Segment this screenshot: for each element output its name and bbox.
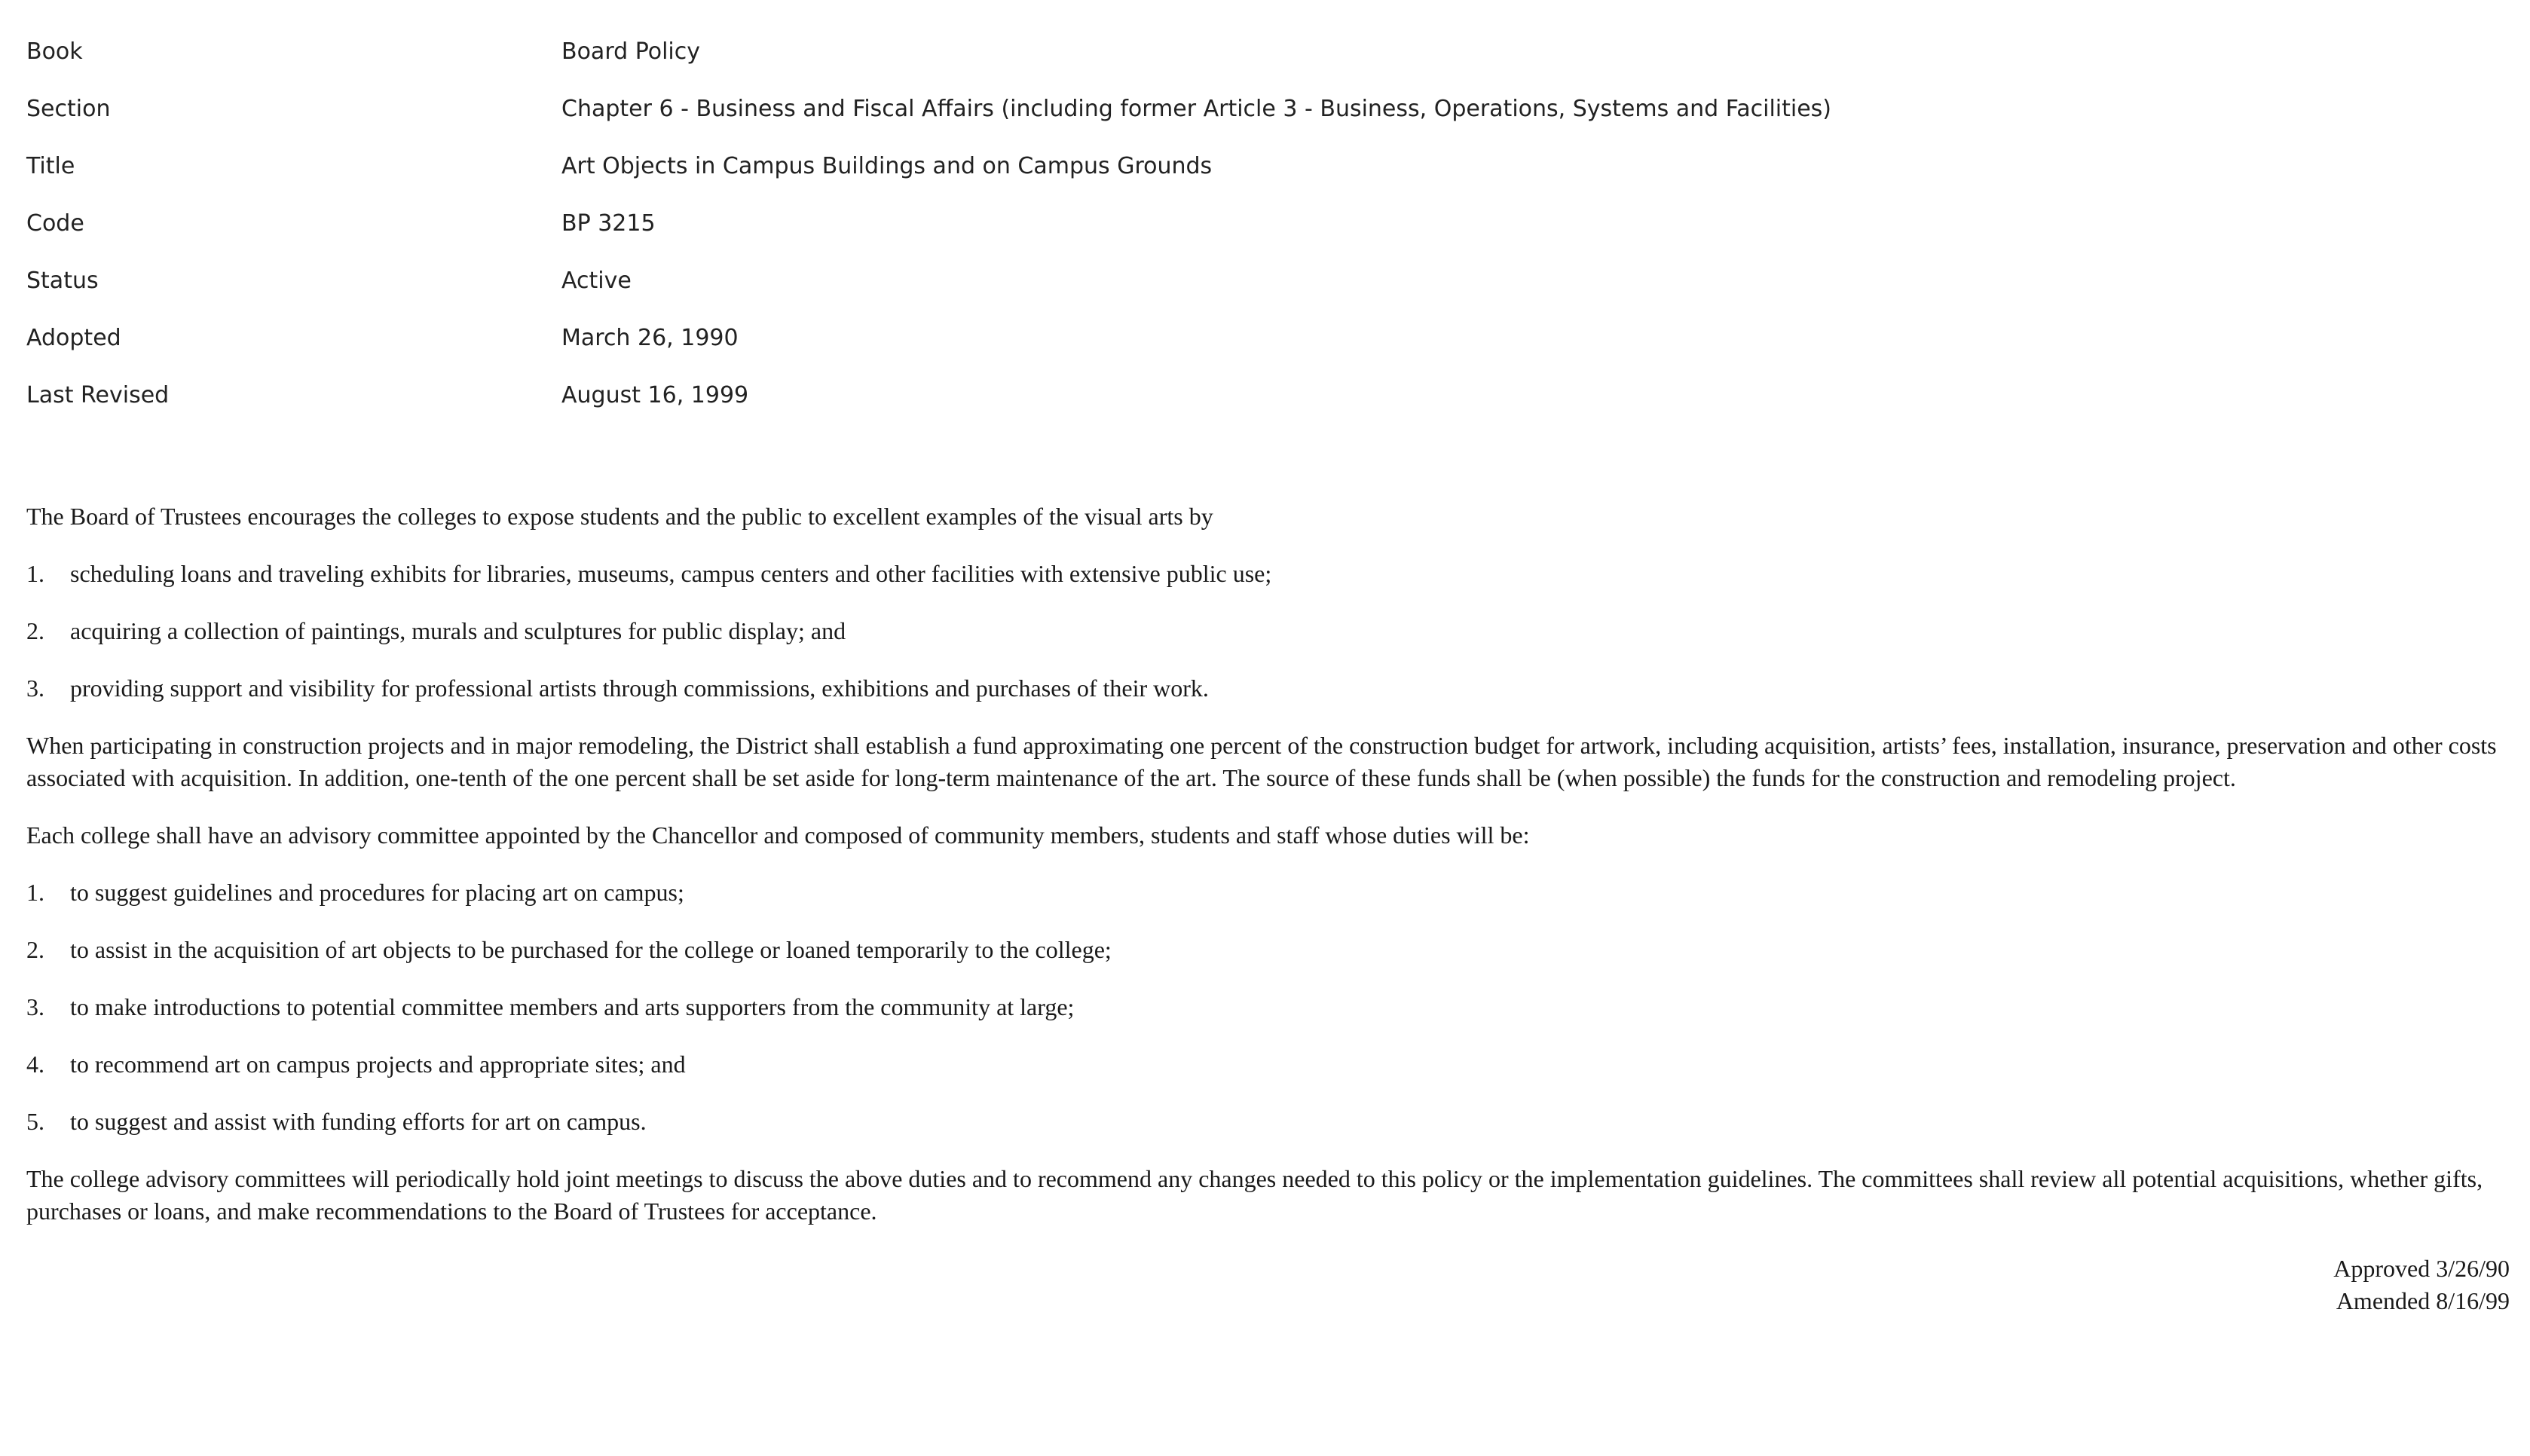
list-number: 2. [26, 936, 44, 963]
list-number: 4. [26, 1051, 44, 1078]
policy-body [26, 500, 2513, 1317]
list-item [26, 991, 2513, 1023]
list-text: acquiring a collection of paintings, murals and sculptures for public display; and [70, 617, 846, 644]
amended-date: Amended 8/16/99 [2336, 1287, 2510, 1314]
meta-label: Title [26, 153, 75, 179]
meta-label: Adopted [26, 325, 121, 351]
approval-signoff [26, 1253, 2513, 1317]
policy-document [26, 0, 2513, 1314]
meta-label: Book [26, 38, 83, 65]
intro-paragraph: The Board of Trustees encourages the colleges to expose students and the public to excellent examples of the visual arts by [26, 503, 1213, 530]
meta-row-last-revised [26, 382, 2513, 439]
meta-row-adopted [26, 325, 2513, 382]
meta-label: Section [26, 96, 111, 122]
list-text: to suggest guidelines and procedures for placing art on campus; [70, 879, 684, 906]
meta-label: Status [26, 268, 99, 294]
list-item [26, 1106, 2513, 1138]
closing-paragraph: The college advisory committees will periodically hold joint meetings to discuss the above duties and to recommend any changes needed to this policy or the implementation guidelines. The committees shall review all potential acquisitions, whether gifts, purchases or loans, and make recommendations to the Board of Trustees for acceptance. [26, 1165, 2483, 1225]
list-number: 3. [26, 674, 44, 702]
list-number: 1. [26, 560, 44, 587]
list-text: to suggest and assist with funding efforts for art on campus. [70, 1108, 647, 1135]
list-item [26, 1048, 2513, 1081]
list-text: to make introductions to potential committee members and arts supporters from the community at large; [70, 993, 1075, 1020]
meta-label: Code [26, 210, 84, 237]
list-text: providing support and visibility for professional artists through commissions, exhibitions and purchases of their work. [70, 674, 1209, 702]
list-text: to assist in the acquisition of art objects to be purchased for the college or loaned temporarily to the college; [70, 936, 1112, 963]
meta-value: BP 3215 [561, 210, 656, 237]
meta-row-section [26, 96, 2513, 153]
list-item [26, 615, 2513, 647]
approved-date: Approved 3/26/90 [2333, 1255, 2510, 1282]
funding-paragraph: When participating in construction projects and in major remodeling, the District shall establish a fund approximating one percent of the construction budget for artwork, including acquisition, artists’ fees, installation, insurance, preservation and other costs associated with acquisition. In addition, one-tenth of the one percent shall be set aside for long-term maintenance of the art. The source of these funds shall be (when possible) the funds for the construction and remodeling project. [26, 732, 2497, 791]
list-number: 2. [26, 617, 44, 644]
list-number: 3. [26, 993, 44, 1020]
committee-paragraph: Each college shall have an advisory committee appointed by the Chancellor and composed of community members, students and staff whose duties will be: [26, 821, 1530, 849]
meta-value: August 16, 1999 [561, 382, 749, 408]
meta-label: Last Revised [26, 382, 170, 408]
meta-value: Chapter 6 - Business and Fiscal Affairs (including former Article 3 - Business, Operations, Systems and Facilities) [561, 96, 1832, 122]
list-number: 5. [26, 1108, 44, 1135]
meta-row-code [26, 210, 2513, 268]
meta-row-status [26, 268, 2513, 325]
list-item [26, 934, 2513, 966]
list-text: scheduling loans and traveling exhibits for libraries, museums, campus centers and other facilities with extensive public use; [70, 560, 1272, 587]
list-item [26, 558, 2513, 590]
meta-value: Active [561, 268, 632, 294]
meta-value: March 26, 1990 [561, 325, 739, 351]
policy-metadata-table [26, 0, 2513, 439]
meta-value: Board Policy [561, 38, 700, 65]
meta-row-book [26, 38, 2513, 96]
list-number: 1. [26, 879, 44, 906]
meta-value: Art Objects in Campus Buildings and on Campus Grounds [561, 153, 1213, 179]
list-item [26, 672, 2513, 705]
meta-row-title [26, 153, 2513, 210]
list-item [26, 876, 2513, 909]
list-text: to recommend art on campus projects and appropriate sites; and [70, 1051, 686, 1078]
